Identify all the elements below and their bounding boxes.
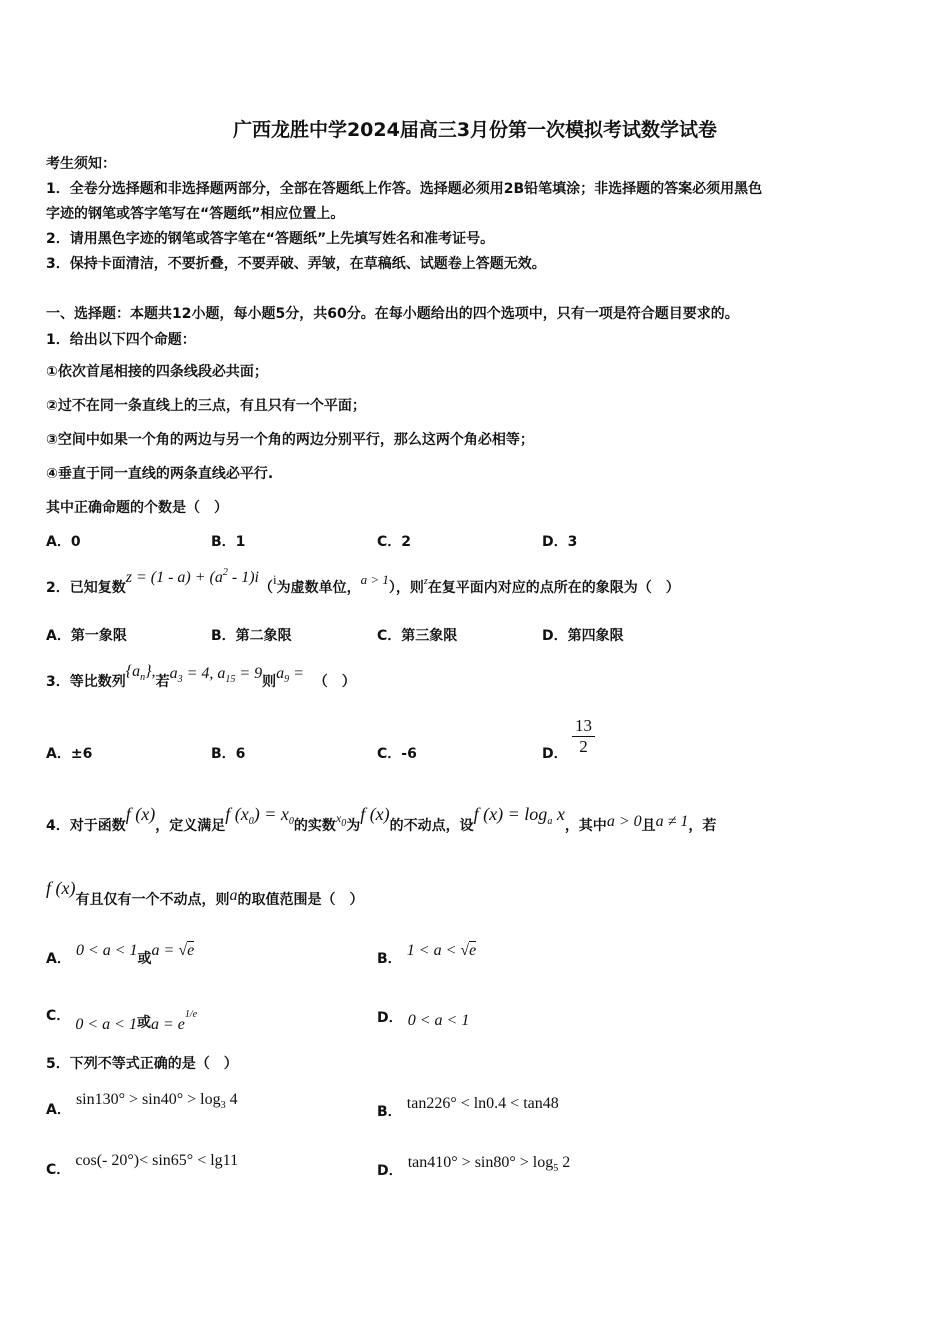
q1-option-c[interactable]: C．2 bbox=[377, 534, 412, 550]
q3-option-b[interactable]: B．6 bbox=[211, 746, 246, 762]
q2-stem: 2．已知复数$z = (1 - a) + (a^2 - 1)i(i$为虚数单位，a > 1），则$^z$在复平面内对应的点所在的象限为（ ） bbox=[46, 567, 680, 596]
q5-stem: 5．下列不等式正确的是（ ） bbox=[46, 1056, 238, 1072]
q4-stem: 4．对于函数f (x)，定义满足f $(x_0) = x_0$的实数$x_0$为f (x)的不动点，设f $(x) = \log_a x$，其中a > 0且a ≠ 1，若 bbox=[46, 804, 717, 834]
q2-formula: $z = (1 - a) + (a^2 - 1)i$ bbox=[125, 567, 259, 586]
q3-stem: 3．等比数列$\{a_n\}$,若$a_3 = 4$, $a_{15} = 9$则$a_9$ = （ ） bbox=[46, 663, 356, 690]
q5-option-d[interactable]: D． $\tan 410^\circ > \sin 80^\circ > \log_5 2$ bbox=[377, 1154, 571, 1179]
q1-proposition-3: ③空间中如果一个角的两边与另一个角的两边分别平行，那么这两个角必相等； bbox=[46, 432, 534, 448]
q3-condition: $a_3 = 4$, $a_{15} = 9$ bbox=[169, 665, 263, 685]
q3-option-a[interactable]: A．±6 bbox=[46, 746, 93, 762]
q4-option-b[interactable]: B． 1 < a < √e bbox=[377, 942, 477, 967]
q1-option-b[interactable]: B．1 bbox=[211, 534, 246, 550]
q2-option-a[interactable]: A．第一象限 bbox=[46, 628, 127, 644]
q4-option-c[interactable]: C． 0 < a < 1或$a = e^{1/e}$ bbox=[46, 1008, 198, 1033]
q1-proposition-1: ①依次首尾相接的四条线段必共面； bbox=[46, 364, 268, 380]
q1-option-d[interactable]: D．3 bbox=[542, 534, 578, 550]
q5-option-c[interactable]: C． cos(- 20°)< sin65° < lg11 bbox=[46, 1152, 239, 1178]
q4-option-d[interactable]: D． 0 < a < 1 bbox=[377, 1010, 470, 1029]
notice-item-3: 3．保持卡面清洁，不要折叠，不要弄破、弄皱，在草稿纸、试题卷上答题无效。 bbox=[46, 256, 546, 272]
q5-option-b[interactable]: B． tan226° < ln0.4 < tan48 bbox=[377, 1095, 559, 1120]
notice-item-2: 2．请用黑色字迹的钢笔或答字笔在“答题纸”上先填写姓名和准考证号。 bbox=[46, 231, 495, 247]
q4-option-a[interactable]: A． 0 < a < 1或a = √e bbox=[46, 942, 195, 967]
q2-option-d[interactable]: D．第四象限 bbox=[542, 628, 624, 644]
notice-item-1: 1．全卷分选择题和非选择题两部分，全部在答题纸上作答。选择题必须用2B铅笔填涂；非选择题的答案必须用黑色 bbox=[46, 181, 763, 197]
q1-proposition-4: ④垂直于同一直线的两条直线必平行. bbox=[46, 466, 274, 482]
notice-heading: 考生须知： bbox=[46, 156, 116, 172]
q3-sequence: $\{a_n\}$, bbox=[125, 663, 156, 683]
q2-option-c[interactable]: C．第三象限 bbox=[377, 628, 458, 644]
q1-option-a[interactable]: A．0 bbox=[46, 534, 81, 550]
q1-proposition-2: ②过不在同一条直线上的三点，有且只有一个平面； bbox=[46, 398, 366, 414]
page-title: 广西龙胜中学2024届高三3月份第一次模拟考试数学试卷 bbox=[232, 119, 718, 141]
section-heading: 一、选择题：本题共12小题，每小题5分，共60分。在每小题给出的四个选项中，只有一项是符合题目要求的。 bbox=[46, 306, 739, 322]
q3-option-c[interactable]: C．-6 bbox=[377, 746, 417, 762]
q2-option-b[interactable]: B．第二象限 bbox=[211, 628, 292, 644]
notice-item-1-cont: 字迹的钢笔或答字笔写在“答题纸”相应位置上。 bbox=[46, 206, 345, 222]
q3-option-d[interactable]: D． bbox=[542, 746, 568, 762]
q3-option-d-fraction: $\frac{13}{2}$ bbox=[572, 716, 595, 757]
q1-stem: 1．给出以下四个命题： bbox=[46, 332, 196, 348]
q1-question: 其中正确命题的个数是（ ） bbox=[46, 500, 228, 516]
q4-stem-cont: f (x)有且仅有一个不动点，则a的取值范围是（ ） bbox=[46, 878, 364, 908]
q5-option-a[interactable]: A． $\sin 130^\circ > \sin 40^\circ > \log_3 4$ bbox=[46, 1091, 238, 1118]
